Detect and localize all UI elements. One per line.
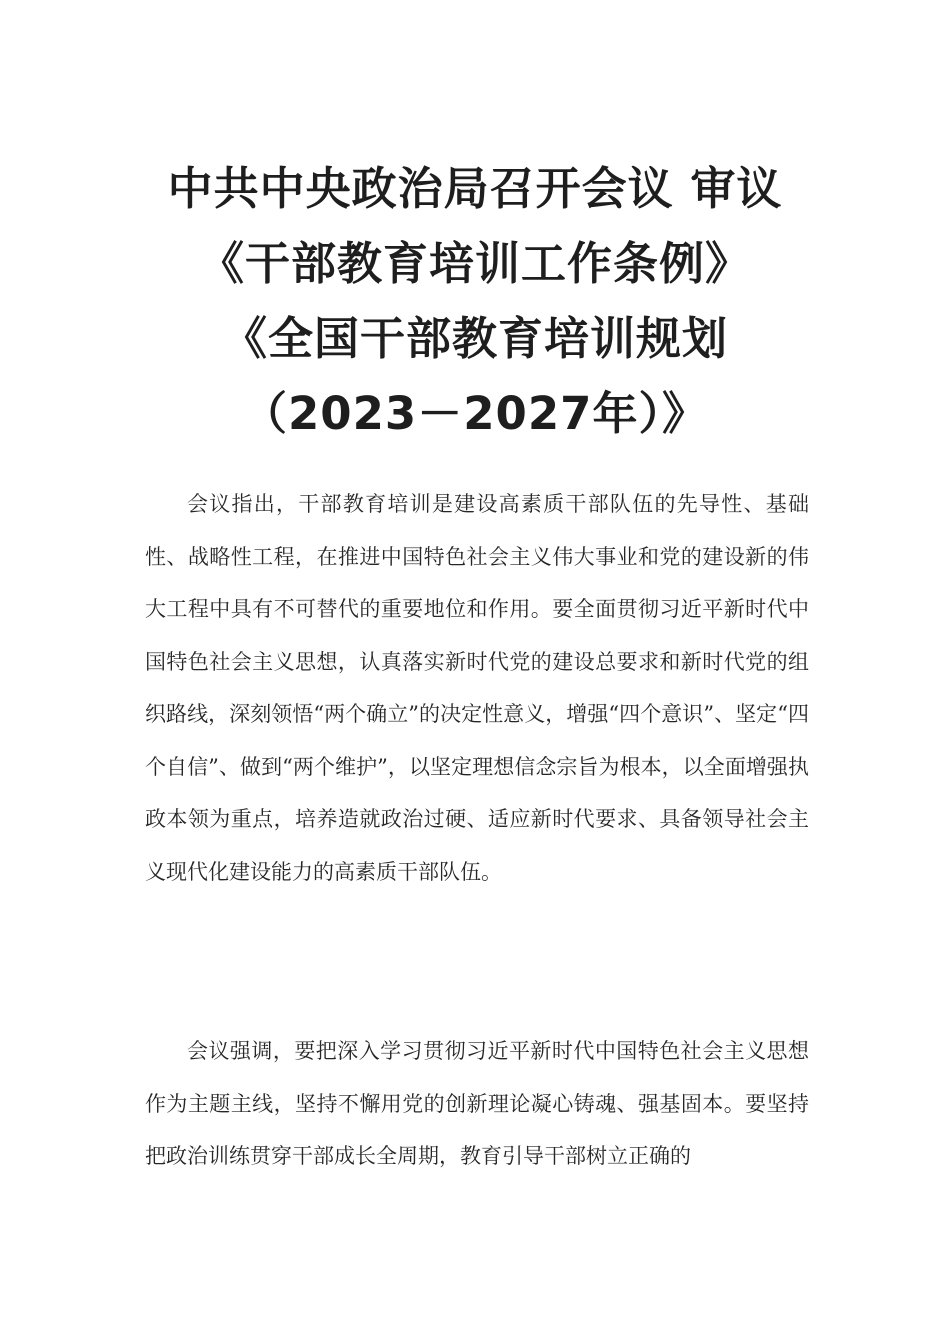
title-line-4: （2023－2027年）》 bbox=[242, 387, 708, 440]
body-paragraph-2: 会议强调，要把深入学习贯彻习近平新时代中国特色社会主义思想作为主题主线，坚持不懈用党的创新理论凝心铸魂、强基固本。要坚持把政治训练贯穿干部成长全周期，教育引导干部树立正确的 bbox=[145, 1039, 809, 1168]
document-title bbox=[120, 160, 830, 443]
title-line-3: 《全国干部教育培训规划 bbox=[221, 312, 728, 365]
title-line-1: 中共中央政治局召开会议 审议 bbox=[167, 162, 783, 215]
title-line-2: 《干部教育培训工作条例》 bbox=[198, 237, 751, 290]
body-paragraph-1: 会议指出，干部教育培训是建设高素质干部队伍的先导性、基础性、战略性工程，在推进中国特色社会主义伟大事业和党的建设新的伟大工程中具有不可替代的重要地位和作用。要全面贯彻习近平新时代中国特色社会主义思想，认真落实新时代党的建设总要求和新时代党的组织路线，深刻领悟“两个确立”的决定性意义，增强“四个意识”、坚定“四个自信”、做到“两个维护”，以坚定理想信念宗旨为根本，以全面增强执政本领为重点，培养造就政治过硬、适应新时代要求、具备领导社会主义现代化建设能力的高素质干部队伍。 bbox=[145, 492, 809, 884]
